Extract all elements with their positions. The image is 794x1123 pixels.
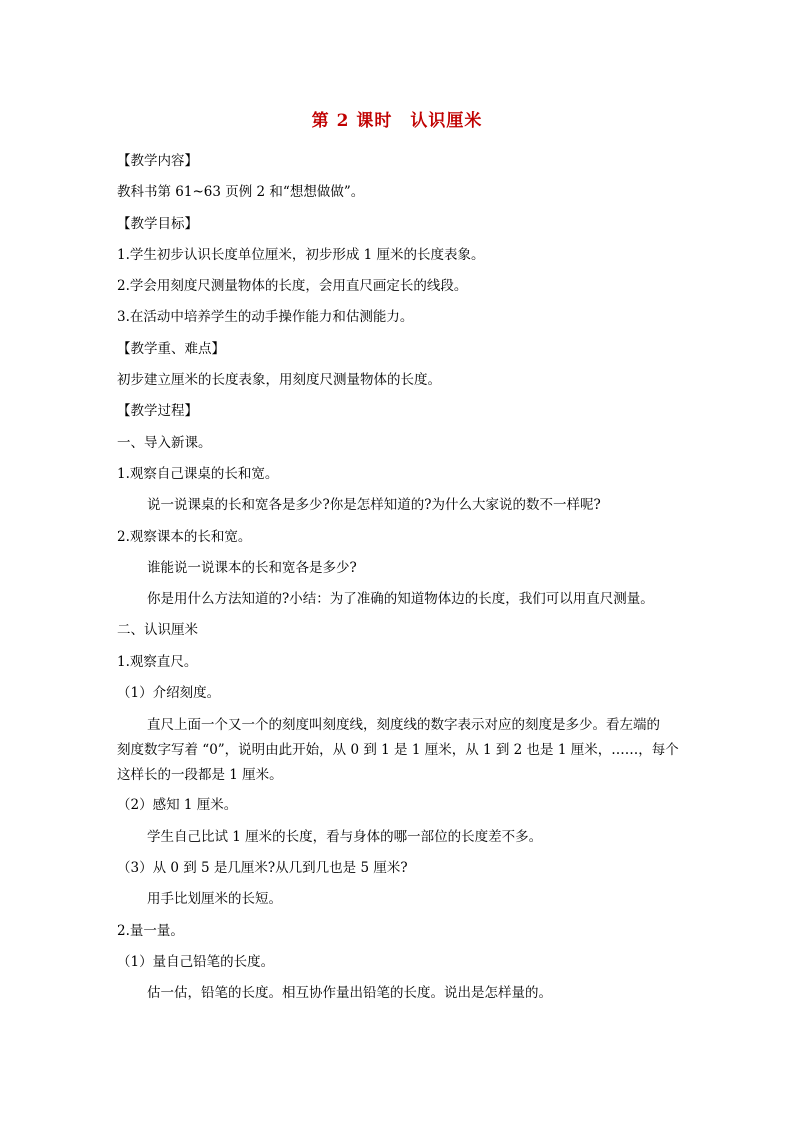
heading-teaching-process: 【教学过程】	[117, 403, 198, 420]
sub-step-item: （1）介绍刻度。	[117, 685, 221, 702]
document-body	[117, 150, 679, 1013]
paragraph: 初步建立厘米的长度表象，用刻度尺测量物体的长度。	[117, 372, 441, 389]
heading-key-points: 【教学重、难点】	[117, 340, 225, 357]
paragraph-line: 这样长的一段都是 1 厘米。	[117, 767, 283, 784]
paragraph: 用手比划厘米的长短。	[147, 891, 282, 908]
paragraph-multiline	[117, 713, 679, 788]
heading-teaching-goals: 【教学目标】	[117, 215, 198, 232]
step-item: 1.观察直尺。	[117, 653, 198, 670]
section-heading: 一、导入新课。	[117, 434, 212, 451]
goal-item: 2.学会用刻度尺测量物体的长度，会用直尺画定长的线段。	[117, 278, 468, 295]
page-title: 第 2 课时 认识厘米	[311, 111, 483, 131]
paragraph: 教科书第 61~63 页例 2 和“想想做做”。	[117, 184, 365, 201]
paragraph: 你是用什么方法知道的?小结：为了准确的知道物体边的长度，我们可以用直尺测量。	[147, 591, 654, 608]
paragraph: 说一说课桌的长和宽各是多少?你是怎样知道的?为什么大家说的数不一样呢?	[147, 497, 601, 514]
paragraph-line: 直尺上面一个又一个的刻度叫刻度线，刻度线的数字表示对应的刻度是多少。看左端的	[147, 717, 660, 734]
sub-step-item: （2）感知 1 厘米。	[117, 797, 238, 814]
step-item: 2.观察课本的长和宽。	[117, 528, 252, 545]
paragraph: 估一估，铅笔的长度。相互协作量出铅笔的长度。说出是怎样量的。	[147, 985, 552, 1002]
step-item: 1.观察自己课桌的长和宽。	[117, 465, 279, 482]
paragraph: 学生自己比试 1 厘米的长度，看与身体的哪一部位的长度差不多。	[147, 828, 543, 845]
sub-step-item: （1）量自己铅笔的长度。	[117, 953, 275, 970]
goal-item: 3.在活动中培养学生的动手操作能力和估测能力。	[117, 309, 414, 326]
paragraph: 谁能说一说课本的长和宽各是多少?	[147, 559, 357, 576]
sub-step-item: （3）从 0 到 5 是几厘米?从几到几也是 5 厘米?	[117, 859, 408, 876]
goal-item: 1.学生初步认识长度单位厘米，初步形成 1 厘米的长度表象。	[117, 246, 485, 263]
section-heading: 二、认识厘米	[117, 622, 198, 639]
step-item: 2.量一量。	[117, 922, 184, 939]
heading-teaching-content: 【教学内容】	[117, 153, 198, 169]
paragraph-line: 刻度数字写着 “0”，说明由此开始，从 0 到 1 是 1 厘米，从 1 到 2 也是 1 厘米，……，每个	[117, 742, 679, 759]
